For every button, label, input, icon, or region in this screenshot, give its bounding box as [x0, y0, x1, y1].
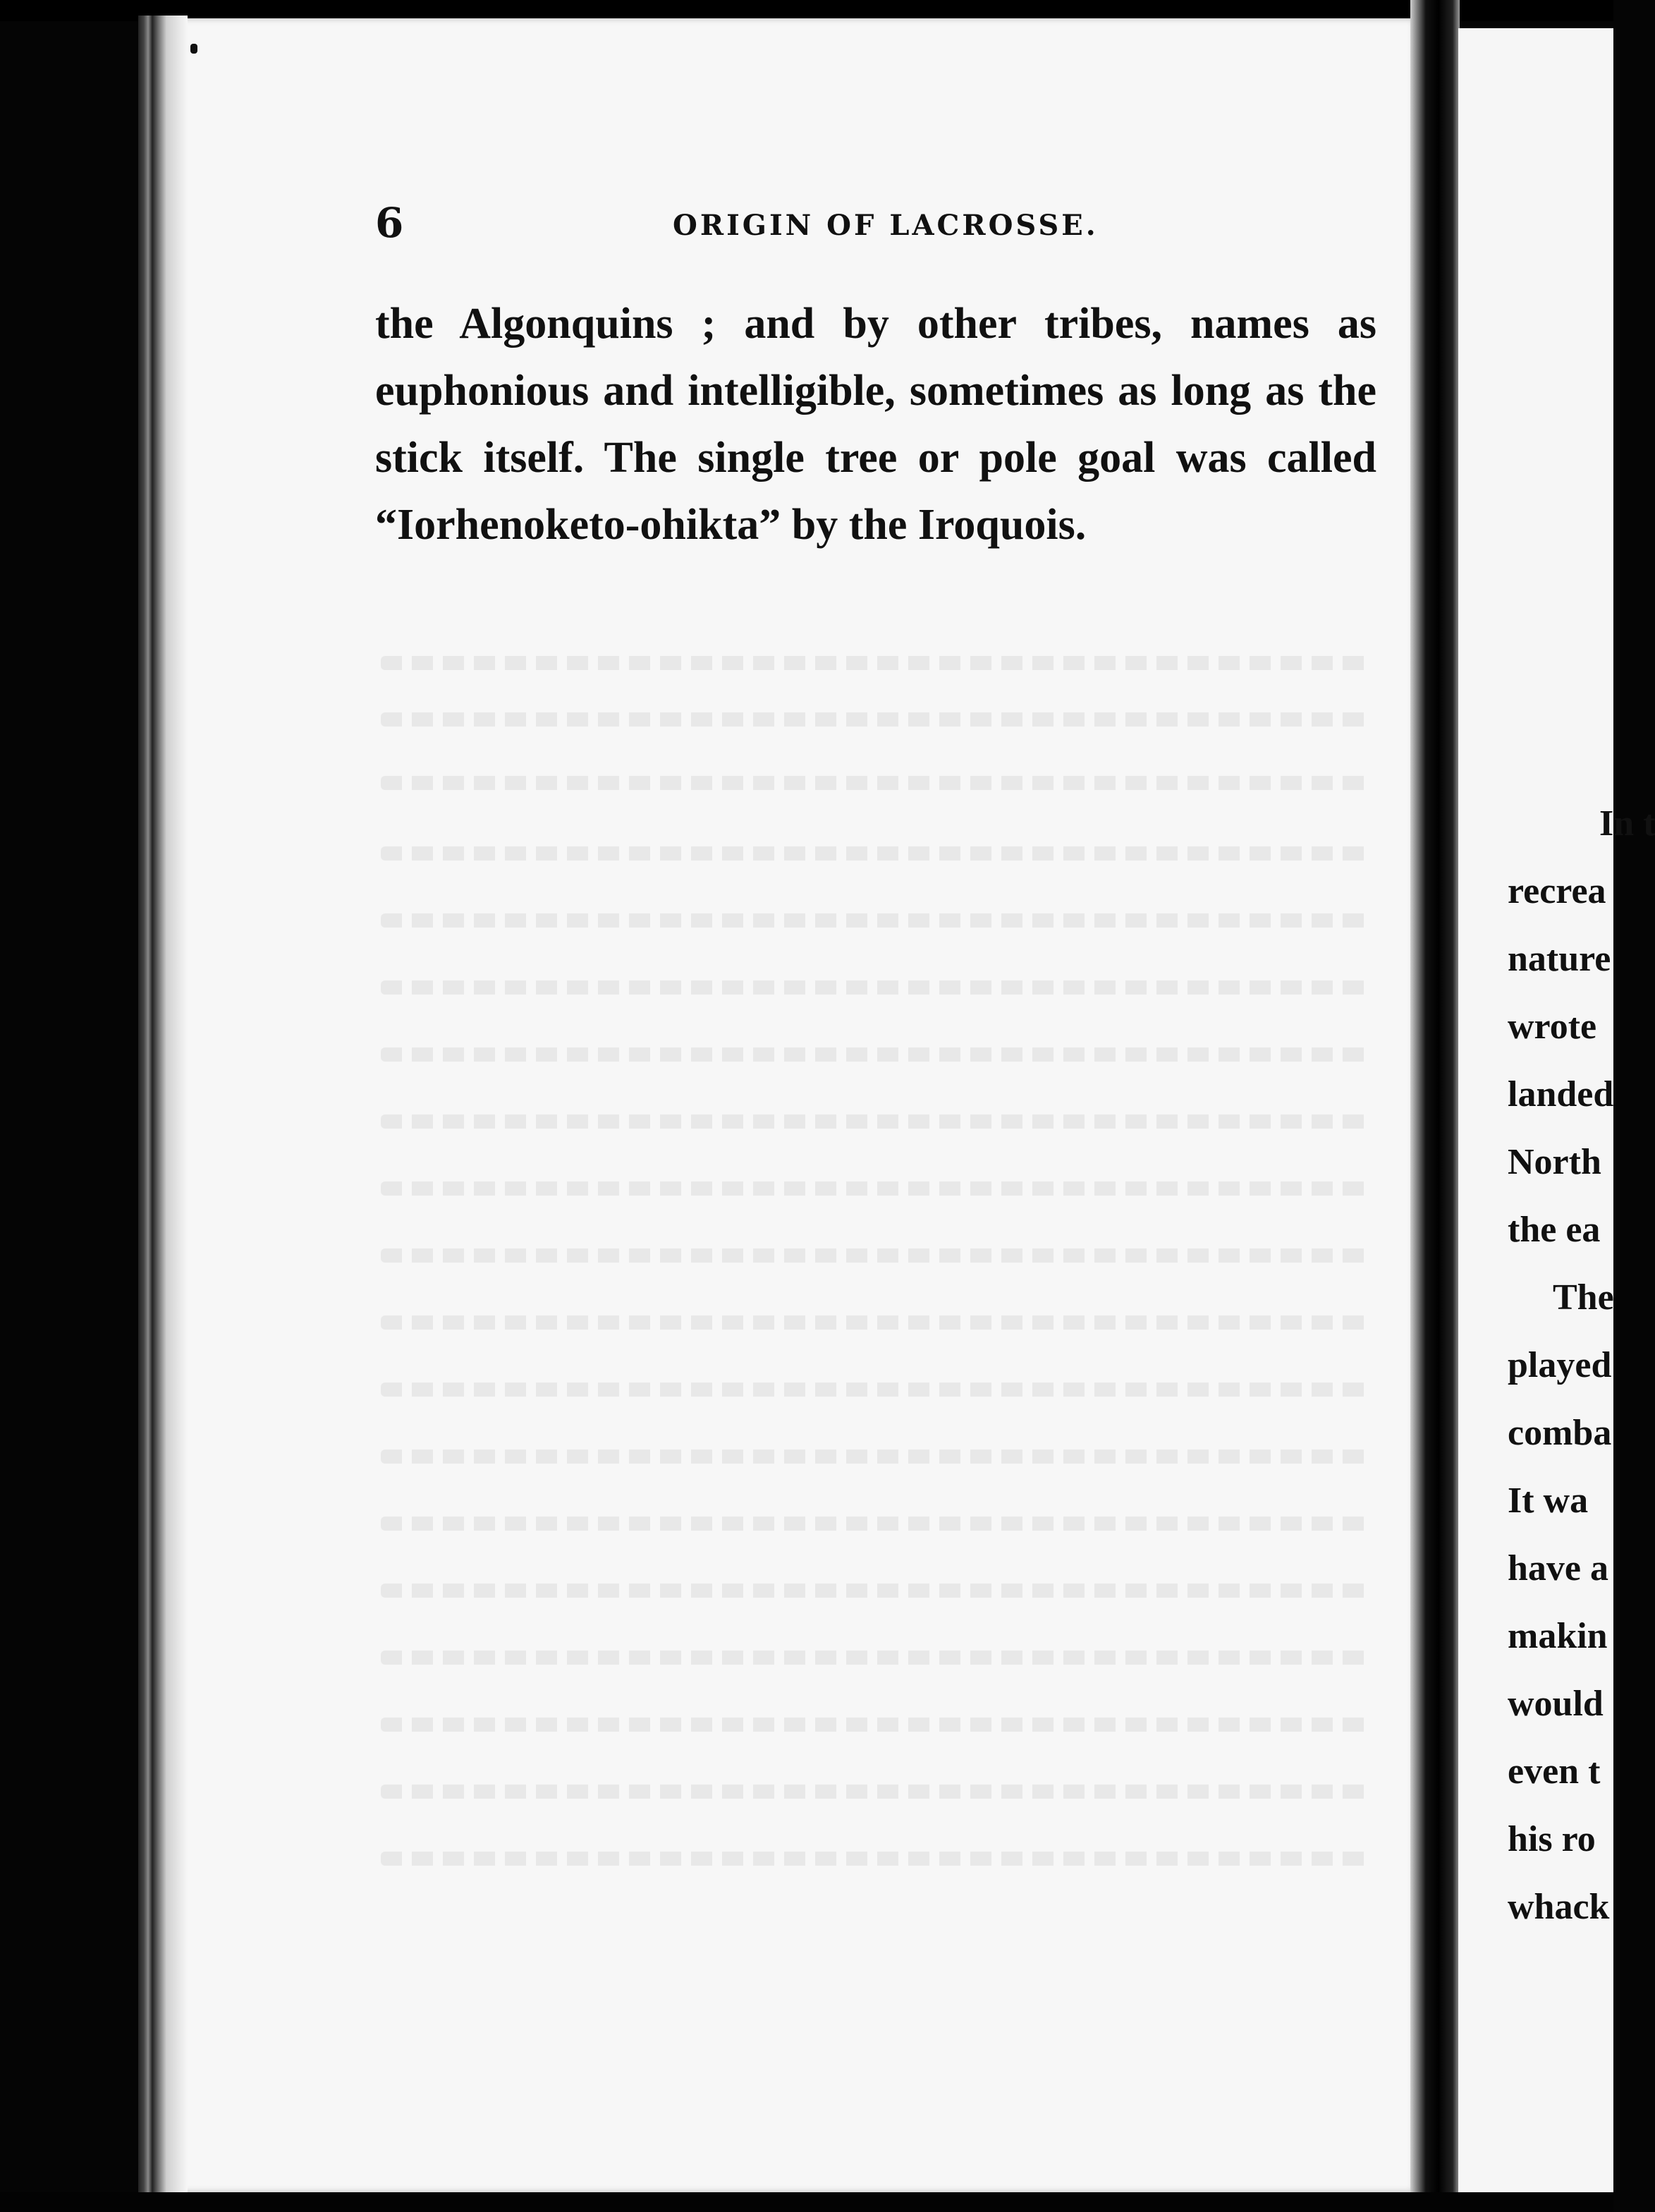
bleed-line — [381, 1315, 1368, 1330]
text-line: wrote — [1508, 1007, 1597, 1047]
page-number: 6 — [375, 199, 405, 247]
text-line: would — [1508, 1684, 1604, 1724]
bleed-line — [381, 1785, 1368, 1799]
text-line: whack — [1508, 1887, 1610, 1927]
text-line: stick itself. The single tree or pole goal was called — [375, 434, 1376, 482]
bleed-line — [381, 1114, 1368, 1129]
bleed-line — [381, 846, 1368, 861]
bleed-line — [381, 1718, 1368, 1732]
bleed-line — [381, 1248, 1368, 1263]
bleed-line — [381, 1382, 1368, 1397]
text-line: euphonious and intelligible, sometimes as long as the — [375, 367, 1376, 415]
bleed-line — [381, 980, 1368, 995]
bleed-line — [381, 1517, 1368, 1531]
text-line: North — [1508, 1142, 1601, 1182]
bleed-line — [381, 1584, 1368, 1598]
text-line: played — [1508, 1345, 1612, 1385]
bleed-line — [381, 1181, 1368, 1196]
text-line: comba — [1508, 1413, 1612, 1453]
text-line: have a — [1508, 1548, 1608, 1588]
bleed-line — [381, 1047, 1368, 1062]
text-line: even t — [1508, 1751, 1601, 1792]
bleed-line — [381, 656, 1368, 670]
text-line: the ea — [1508, 1210, 1601, 1250]
text-line: In t — [1599, 803, 1655, 844]
text-line: the Algonquins ; and by other tribes, names as — [375, 300, 1376, 348]
bleed-line — [381, 913, 1368, 928]
scan-bottom-edge — [0, 2192, 1613, 2212]
text-line: “Iorhenoketo-ohikta” by the Iroquois. — [375, 501, 1087, 549]
right-page-text — [1508, 790, 1655, 1941]
text-line: nature — [1508, 939, 1611, 979]
right-page — [1458, 28, 1655, 2194]
book-spine — [138, 16, 188, 2195]
bleed-line — [381, 776, 1368, 790]
text-line: recrea — [1508, 871, 1606, 911]
bleed-line — [381, 712, 1368, 727]
running-head — [375, 199, 1376, 247]
bleed-line — [381, 1651, 1368, 1665]
bleed-line — [381, 1852, 1368, 1866]
spine-mark — [190, 44, 197, 54]
text-line: The — [1553, 1277, 1614, 1318]
text-line: his ro — [1508, 1819, 1596, 1859]
page-gutter — [1410, 0, 1460, 2212]
text-line: landed — [1508, 1074, 1614, 1114]
text-line: It wa — [1508, 1481, 1589, 1521]
bleed-line — [381, 1450, 1368, 1464]
text-line: makin — [1508, 1616, 1608, 1656]
body-paragraph — [375, 291, 1376, 559]
running-title: ORIGIN OF LACROSSE. — [673, 209, 1099, 242]
